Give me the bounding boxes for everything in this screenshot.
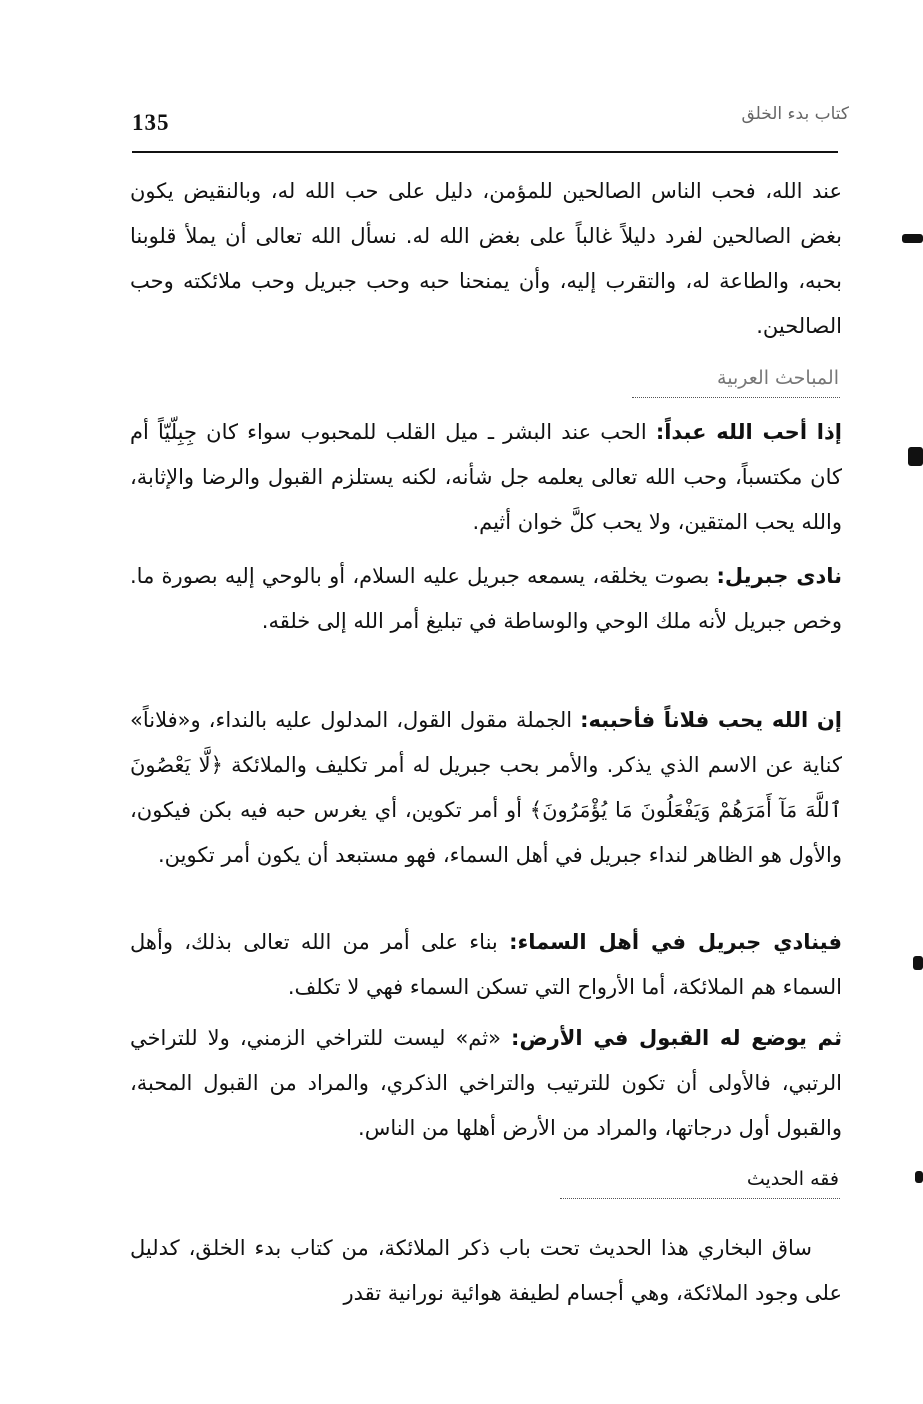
entry-term: فينادي جبريل في أهل السماء: xyxy=(509,930,843,954)
entry-text: بصوت يخلقه، يسمعه جبريل عليه السلام، أو بالوحي إليه بصورة ما. وخص جبريل لأنه ملك الوحي والوساطة في تبليغ أمر الله إلى خلقه. xyxy=(130,564,842,633)
margin-mark xyxy=(913,956,923,970)
margin-mark xyxy=(915,1171,923,1183)
entry-text: بناء على أمر من الله تعالى بذلك، وأهل السماء هم الملائكة، أما الأرواح التي تسكن السماء فهي لا تكلف. xyxy=(130,930,842,999)
entry-paragraph xyxy=(130,554,842,644)
entry-term: إن الله يحب فلاناً فأحببه: xyxy=(580,708,843,732)
entry-text: الجملة مقول القول، المدلول عليه بالنداء، و«فلاناً» كناية عن الاسم الذي يذكر. والأمر بحب جبريل له أمر تكليف والملائكة ﴿لَّا يَعْصُونَ ٱللَّهَ مَآ أَمَرَهُمْ وَيَفْعَلُونَ مَا يُؤْمَرُونَ﴾ أو أمر تكوين، أي يغرس حبه فيه بكن فيكون، والأول هو الظاهر لنداء جبريل في أهل السماء، فهو مستبعد أن يكون أمر تكوين. xyxy=(130,708,842,867)
entry-term: إذا أحب الله عبداً: xyxy=(655,420,842,444)
header-rule xyxy=(132,151,838,153)
section-heading-arabic-studies: المباحث العربية xyxy=(717,367,839,389)
margin-mark xyxy=(908,447,923,466)
entry-term: ثم يوضع له القبول في الأرض: xyxy=(511,1026,842,1050)
section-heading-hadith-fiqh: فقه الحديث xyxy=(746,1168,839,1190)
entry-text: الحب عند البشر ـ ميل القلب للمحبوب سواء كان جِبِلّيّاً أم كان مكتسباً، وحب الله تعالى يعلمه جل شأنه، لكنه يستلزم القبول والرضا والإثابة، والله يحب المتقين، ولا يحب كلَّ خوان أثيم. xyxy=(130,420,842,534)
entry-paragraph xyxy=(130,920,842,1010)
section-underline xyxy=(560,1198,840,1199)
entry-paragraph xyxy=(130,698,842,878)
fiqh-paragraph xyxy=(130,1226,842,1316)
entry-paragraph xyxy=(130,1016,842,1151)
intro-paragraph xyxy=(130,169,842,349)
section-underline xyxy=(632,397,840,398)
fiqh-text: ساق البخاري هذا الحديث تحت باب ذكر الملائكة، من كتاب بدء الخلق، كدليل على وجود الملائكة، وهي أجسام لطيفة هوائية نورانية تقدر xyxy=(130,1236,842,1305)
running-head: كتاب بدء الخلق xyxy=(741,104,849,124)
entry-text: «ثم» ليست للتراخي الزمني، ولا للتراخي الرتبي، فالأولى أن تكون للترتيب والتراخي الذكري، والمراد من القبول المحبة، والقبول أول درجاتها، والمراد من الأرض أهلها من الناس. xyxy=(130,1026,842,1140)
page-number: 135 xyxy=(132,110,170,135)
entry-paragraph xyxy=(130,410,842,545)
intro-text: عند الله، فحب الناس الصالحين للمؤمن، دليل على حب الله له، وبالنقيض يكون بغض الصالحين لفرد دليلاً غالباً على بغض الله له. نسأل الله تعالى أن يملأ قلوبنا بحبه، والطاعة له، والتقرب إليه، وأن يمنحنا حبه وحب جبريل وحب ملائكته وحب الصالحين. xyxy=(130,179,842,338)
margin-mark xyxy=(902,234,923,243)
entry-term: نادى جبريل: xyxy=(716,564,842,588)
